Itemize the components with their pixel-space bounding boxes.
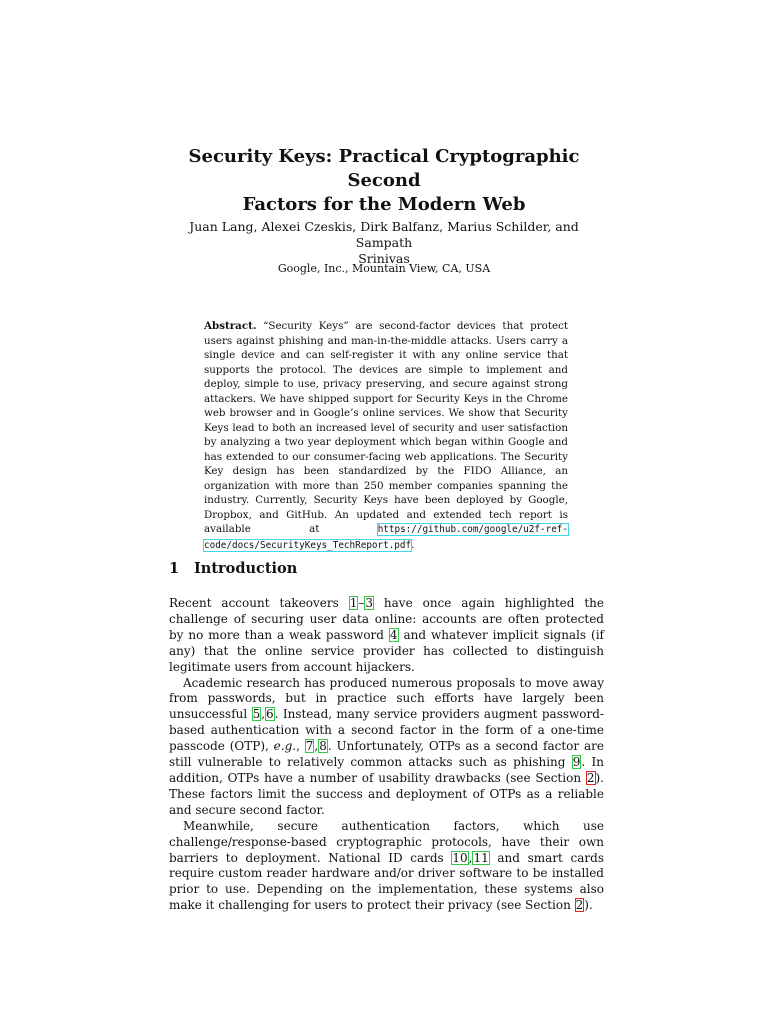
- paragraph-3: [169, 819, 604, 914]
- text-run: Academic research has produced numerous proposals to move away from passwords, but in practice such efforts have largely been unsuccessful: [169, 675, 604, 722]
- authors-line-1: Juan Lang, Alexei Czeskis, Dirk Balfanz, Marius Schilder, and Sampath: [189, 219, 579, 250]
- text-run: –: [358, 596, 365, 610]
- text-run: . In addition, OTPs have a number of usability drawbacks (see Section: [169, 755, 604, 785]
- text-run: and smart cards require custom reader hardware and/or driver software to be installed prior to use. Depending on the implementation, these systems also make it challenging for users to protect their privacy (see Section: [169, 850, 604, 913]
- section-ref-link[interactable]: 2: [575, 898, 584, 913]
- text-run: Recent account takeovers: [169, 596, 349, 610]
- text-run: have once again highlighted the challenge of securing user data online: accounts are often protected by no more than a weak password: [169, 596, 604, 642]
- authors-line-2: Srinivas: [358, 251, 410, 266]
- author-list: [160, 219, 608, 267]
- text-run: ). These factors limit the success and deployment of OTPs as a reliable and secure second factor.: [169, 770, 604, 817]
- title-line-2: Factors for the Modern Web: [242, 194, 526, 215]
- citation-link[interactable]: 8: [319, 739, 327, 754]
- section-heading: [169, 559, 297, 579]
- citation-link[interactable]: 11: [473, 850, 489, 865]
- text-run: ,: [314, 739, 319, 754]
- abstract-end: .: [411, 538, 415, 551]
- text-run: ,: [261, 707, 266, 722]
- citation-link[interactable]: 6: [266, 707, 274, 722]
- citation-link[interactable]: 9: [572, 755, 581, 770]
- section-number: 1: [169, 560, 180, 577]
- section-title: Introduction: [194, 560, 298, 577]
- section-ref-link[interactable]: 2: [586, 770, 595, 785]
- text-run: ,: [296, 739, 305, 754]
- citation-link[interactable]: 3: [365, 596, 373, 610]
- url-line-1: https://github.com/google/u2f-: [377, 524, 546, 535]
- text-run: . Instead, many service providers augment password-based authentication with a second factor in the form of a one-time passcode (OTP),: [169, 707, 604, 754]
- text-run: ).: [584, 898, 593, 913]
- citation-link[interactable]: 1: [349, 596, 358, 610]
- affiliation: Google, Inc., Mountain View, CA, USA: [277, 262, 491, 275]
- citation-link[interactable]: 5: [252, 707, 261, 722]
- url-line-2: ref-code/docs/SecurityKeys_TechReport.pdf: [204, 524, 568, 551]
- introduction-body: [169, 596, 604, 914]
- text-run: and whatever implicit signals (if any) that the online service provider has collected to distinguish legitimate users from account hijackers.: [169, 627, 604, 674]
- abstract-text: “Security Keys” are second-factor devices that protect users against phishing and man-in-the-middle attacks. Users carry a single device and can self-register it with any online service that supports the protocol. The devices are simple to implement and deploy, simple to use, privacy preserving, and secure against strong attackers. We have shipped support for Security Keys in the Chrome web browser and in Google’s online services. We show that Security Keys lead to both an increased level of security and user satisfaction by analyzing a two year deployment which began within Google and has extended to our consumer-facing web applications. The Security Key design has been standardized by the FIDO Alliance, an organization with more than 250 member companies spanning the industry. Currently, Security Keys have been deployed by Google, Dropbox, and GitHub. An updated and extended tech report is available at: [204, 320, 568, 535]
- text-run-italic: e.g.: [273, 739, 297, 754]
- abstract: [204, 319, 568, 553]
- text-run: Meanwhile, secure authentication factors, which use challenge/response-based cryptographic protocols, have their own barriers to deployment. National ID cards: [169, 818, 604, 865]
- paper-title: [150, 145, 618, 217]
- paragraph-1: [169, 596, 604, 676]
- paragraph-2: [169, 676, 604, 819]
- text-run: ,: [468, 850, 473, 865]
- citation-link[interactable]: 4: [389, 627, 398, 642]
- abstract-label: Abstract.: [204, 320, 257, 332]
- citation-link[interactable]: 10: [452, 850, 468, 865]
- citation-link[interactable]: 7: [305, 739, 314, 754]
- title-line-1: Security Keys: Practical Cryptographic Second: [188, 146, 580, 191]
- text-run: . Unfortunately, OTPs as a second factor are still vulnerable to relatively common attacks such as phishing: [169, 739, 604, 770]
